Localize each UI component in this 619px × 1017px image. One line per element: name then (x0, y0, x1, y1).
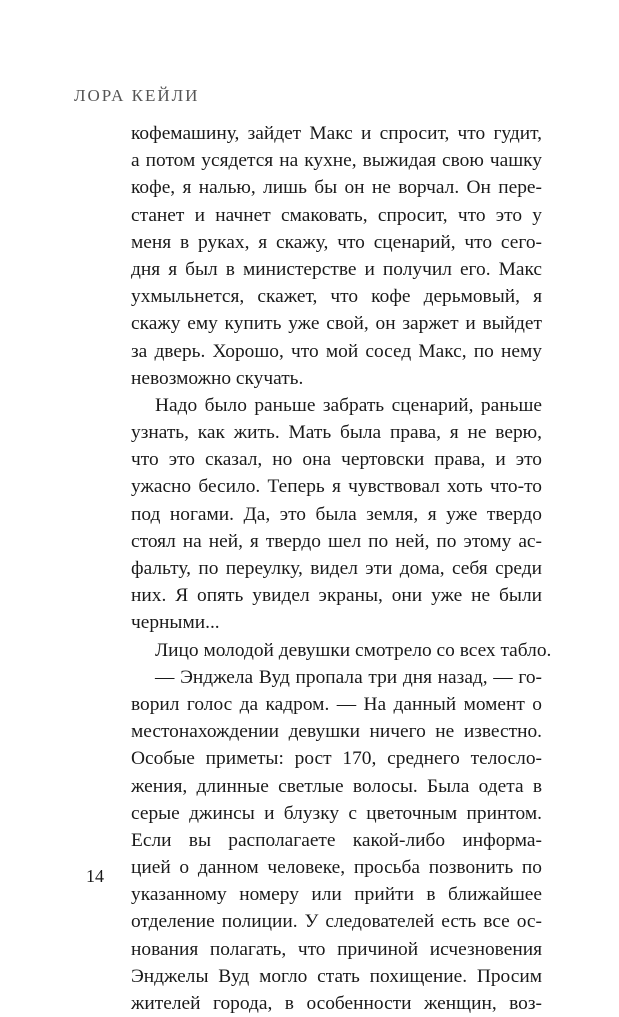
text-line: жителей города, в особенности женщин, воз- (131, 993, 542, 1014)
text-line: скажу ему купить уже свой, он заржет и выйдет (131, 313, 542, 335)
text-line: жения, длинные светлые волосы. Была одета в (131, 775, 542, 797)
text-line: Особые приметы: рост 170, среднего телосло- (131, 748, 542, 770)
text-line: черными... (131, 612, 220, 634)
body-text (131, 120, 552, 1017)
page-number: 14 (86, 866, 104, 886)
text-line: дня я был в министерстве и получил его. Макс (131, 258, 542, 280)
text-line: ворил голос да кадром. — На данный момент о (131, 693, 542, 715)
text-line: указанному номеру или прийти в ближайшее (131, 884, 542, 906)
text-line: местонахождении девушки ничего не известно. (131, 721, 542, 743)
text-line: невозможно скучать. (131, 367, 304, 389)
text-line: Энджелы Вуд могло стать похищение. Просим (131, 965, 542, 987)
text-line: меня в руках, я скажу, что сценарий, что сего- (131, 231, 542, 253)
text-line: за дверь. Хорошо, что мой сосед Макс, по нему (131, 340, 542, 362)
text-line: нования полагать, что причиной исчезновения (131, 938, 542, 960)
text-line: что это сказал, но она чертовски права, и это (131, 449, 542, 471)
text-line: станет и начнет смаковать, спросит, что это у (131, 204, 542, 226)
text-line: серые джинсы и блузку с цветочным принтом. (131, 802, 542, 824)
text-line: цией о данном человеке, просьба позвонить по (131, 857, 542, 879)
text-line: ужасно бесило. Теперь я чувствовал хоть что-то (131, 476, 542, 498)
text-line: отделение полиции. У следователей есть все ос- (131, 911, 542, 933)
text-line: кофе, я налью, лишь бы он не ворчал. Он пере- (131, 177, 542, 199)
text-line: стоял на ней, я твердо шел по ней, по этому ас- (131, 530, 542, 552)
text-line: узнать, как жить. Мать была права, я не верю, (131, 422, 542, 444)
text-line: Надо было раньше забрать сценарий, раньше (155, 394, 542, 416)
text-line: — Энджела Вуд пропала три дня назад, — го- (155, 666, 542, 688)
text-line: ухмыльнется, скажет, что кофе дерьмовый, я (131, 286, 542, 308)
text-line: а потом усядется на кухне, выжидая свою чашку (131, 150, 542, 172)
text-line: фальту, по переулку, видел эти дома, себя среди (131, 558, 542, 579)
text-line: Лицо молодой девушки смотрело со всех табло. (155, 639, 552, 661)
text-line: них. Я опять увидел экраны, они уже не были (131, 585, 542, 607)
text-line: Если вы располагаете какой-либо информа- (131, 829, 542, 851)
text-line: кофемашину, зайдет Макс и спросит, что гудит, (131, 123, 542, 144)
text-line: под ногами. Да, это была земля, я уже твердо (131, 503, 542, 525)
running-head: ЛОРА КЕЙЛИ (74, 86, 200, 105)
